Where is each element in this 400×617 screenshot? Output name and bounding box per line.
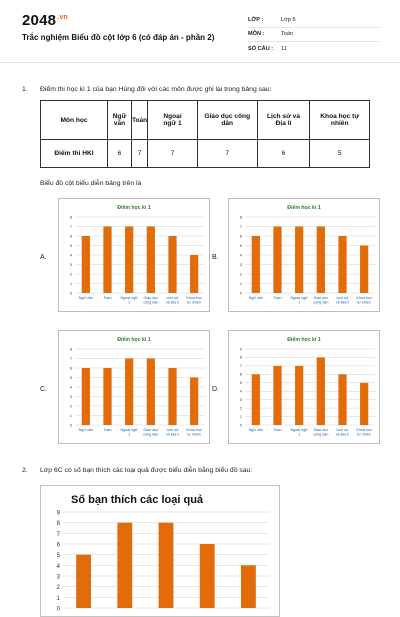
x-tick-label: và Địa lí <box>165 432 180 437</box>
question-text: Điểm thi học kì 1 của bạn Hùng đối với các môn được ghi lại trong bảng sau: <box>40 86 272 93</box>
y-tick-label: 7 <box>69 356 72 361</box>
table-cell: 5 <box>310 140 370 168</box>
option-a-chart[interactable] <box>58 198 210 312</box>
bar <box>338 236 346 293</box>
bar <box>82 368 90 425</box>
x-tick-label: Khoa học <box>356 428 372 432</box>
option-label-a[interactable]: A. <box>40 254 47 261</box>
x-tick-label: Ngoại ngữ <box>290 296 308 300</box>
y-tick-label: 5 <box>69 243 72 248</box>
x-tick-label: Lịch sử <box>166 428 179 432</box>
y-tick-label: 7 <box>239 224 242 229</box>
table-cell: 7 <box>131 140 147 168</box>
meta-label: LỚP : <box>248 16 264 23</box>
option-c-chart-svg <box>59 331 209 443</box>
document-header <box>0 0 400 63</box>
y-tick-label: 3 <box>69 262 72 267</box>
bar <box>338 374 346 425</box>
table-header-row <box>41 101 370 140</box>
question-number: 2. <box>22 467 28 474</box>
bar <box>252 374 260 425</box>
y-tick-label: 1 <box>239 414 242 419</box>
meta-value: Lớp 6 <box>281 16 296 23</box>
y-tick-label: 0 <box>69 291 72 296</box>
y-tick-label: 2 <box>56 585 60 592</box>
table-header-cell: Toán <box>131 101 147 140</box>
x-tick-label: Toán <box>273 296 282 300</box>
chart-title: Điểm học kì 1 <box>287 205 321 211</box>
bar <box>82 236 90 293</box>
y-tick-label: 5 <box>239 381 242 386</box>
bar <box>317 357 325 425</box>
x-tick-label: 1 <box>128 300 131 305</box>
option-label-b[interactable]: B. <box>212 254 219 261</box>
y-tick-label: 6 <box>56 542 60 549</box>
x-tick-label: Khoa học <box>186 296 202 300</box>
table-cell: 7 <box>148 140 198 168</box>
y-tick-label: 4 <box>239 389 242 394</box>
table-row-label: Điểm thi HKI <box>41 140 108 168</box>
y-tick-label: 4 <box>239 253 242 258</box>
option-d-chart-svg <box>229 331 379 443</box>
y-tick-label: 6 <box>69 366 72 371</box>
x-tick-label: 1 <box>128 432 131 437</box>
meta-label: SỐ CÂU : <box>248 45 274 52</box>
y-tick-label: 3 <box>69 394 72 399</box>
y-tick-label: 2 <box>69 404 72 409</box>
y-tick-label: 7 <box>239 364 242 369</box>
x-tick-label: tự nhiên <box>357 432 371 437</box>
y-tick-label: 0 <box>69 423 72 428</box>
x-tick-label: tự nhiên <box>357 300 371 305</box>
y-tick-label: 4 <box>69 253 72 258</box>
bar <box>241 565 256 608</box>
y-tick-label: 4 <box>56 563 60 570</box>
y-tick-label: 5 <box>56 553 60 560</box>
y-tick-label: 7 <box>69 224 72 229</box>
table-cell: 6 <box>108 140 132 168</box>
bar <box>168 236 176 293</box>
x-tick-label: 1 <box>298 432 301 437</box>
y-tick-label: 2 <box>239 406 242 411</box>
option-d-chart[interactable] <box>228 330 380 444</box>
table-header-cell: Ngoại ngữ 1 <box>148 101 198 140</box>
option-label-c[interactable]: C. <box>40 386 47 393</box>
x-tick-label: Ngoại ngữ <box>290 428 308 432</box>
bar <box>190 255 198 293</box>
x-tick-label: Giáo dục <box>313 296 329 300</box>
bar <box>147 359 155 426</box>
x-tick-label: tự nhiên <box>187 300 201 305</box>
meta-value: Toán <box>281 31 294 38</box>
question-number: 1. <box>22 86 28 93</box>
bar <box>125 359 133 426</box>
x-tick-label: Giáo dục <box>143 428 159 432</box>
y-tick-label: 4 <box>69 385 72 390</box>
table-cell: 6 <box>257 140 310 168</box>
option-c-chart[interactable] <box>58 330 210 444</box>
document-meta <box>248 13 380 56</box>
option-label-d[interactable]: D. <box>212 386 219 393</box>
x-tick-label: Toán <box>103 296 112 300</box>
bar <box>252 236 260 293</box>
table-header-cell: Lịch sử và Địa lí <box>257 101 310 140</box>
bar <box>360 383 368 425</box>
x-tick-label: Ngữ văn <box>78 296 93 300</box>
x-tick-label: Toán <box>103 428 112 432</box>
logo-suffix: .vn <box>57 14 68 21</box>
y-tick-label: 5 <box>239 243 242 248</box>
chart-title: Điểm học kì 1 <box>287 337 321 343</box>
y-tick-label: 0 <box>56 606 60 613</box>
x-tick-label: công dân <box>143 432 159 437</box>
y-tick-label: 8 <box>69 347 72 352</box>
x-tick-label: Ngoại ngữ <box>120 296 138 300</box>
y-tick-label: 6 <box>239 234 242 239</box>
fruit-chart-svg <box>41 486 279 616</box>
x-tick-label: Lịch sử <box>166 296 179 300</box>
logo-text: 2048 <box>22 12 57 29</box>
bar <box>295 227 303 294</box>
y-tick-label: 3 <box>239 262 242 267</box>
table-header-cell: Khoa học tự nhiên <box>310 101 370 140</box>
question-text: Lớp 6C có số bạn thích các loại quả được biểu diễn bằng biểu đồ sau: <box>40 467 253 474</box>
meta-row-subject <box>248 28 380 43</box>
option-b-chart[interactable] <box>228 198 380 312</box>
x-tick-label: Toán <box>273 428 282 432</box>
bar <box>76 555 91 608</box>
x-tick-label: công dân <box>313 300 329 305</box>
table-header-cell: Giáo dục công dân <box>197 101 257 140</box>
chart-title: Số bạn thích các loại quả <box>71 494 204 506</box>
y-tick-label: 1 <box>69 413 72 418</box>
meta-row-class <box>248 13 380 28</box>
bar <box>273 366 281 425</box>
y-tick-label: 1 <box>69 281 72 286</box>
x-tick-label: Ngữ văn <box>248 428 263 432</box>
table-corner: Môn học <box>41 101 108 140</box>
x-tick-label: công dân <box>143 300 159 305</box>
fruit-chart <box>40 485 280 617</box>
y-tick-label: 5 <box>69 375 72 380</box>
y-tick-label: 8 <box>239 215 242 220</box>
bar <box>103 227 111 294</box>
y-tick-label: 8 <box>239 355 242 360</box>
y-tick-label: 3 <box>56 574 60 581</box>
table-row <box>41 140 370 168</box>
x-tick-label: Khoa học <box>186 428 202 432</box>
y-tick-label: 1 <box>56 595 60 602</box>
bar <box>200 544 215 608</box>
site-logo[interactable] <box>22 12 68 29</box>
bar <box>190 378 198 426</box>
bar <box>125 227 133 294</box>
y-tick-label: 6 <box>239 372 242 377</box>
option-b-chart-svg <box>229 199 379 311</box>
bar <box>117 523 132 608</box>
bar <box>317 227 325 294</box>
y-tick-label: 7 <box>56 531 60 538</box>
y-tick-label: 2 <box>69 272 72 277</box>
x-tick-label: Ngữ văn <box>78 428 93 432</box>
y-tick-label: 9 <box>56 510 60 517</box>
y-tick-label: 8 <box>56 521 60 528</box>
table-cell: 7 <box>197 140 257 168</box>
meta-row-count <box>248 42 380 56</box>
bar <box>103 368 111 425</box>
bar <box>295 366 303 425</box>
x-tick-label: Lịch sử <box>336 296 349 300</box>
meta-value: 11 <box>281 45 287 52</box>
grades-table <box>40 100 370 168</box>
bar <box>168 368 176 425</box>
x-tick-label: Ngoại ngữ <box>120 428 138 432</box>
y-tick-label: 8 <box>69 215 72 220</box>
x-tick-label: tự nhiên <box>187 432 201 437</box>
x-tick-label: Lịch sử <box>336 428 349 432</box>
document-title: Trắc nghiệm Biểu đồ cột lớp 6 (có đáp án - phần 2) <box>22 33 215 42</box>
x-tick-label: và Địa lí <box>165 300 180 305</box>
y-tick-label: 9 <box>239 347 242 352</box>
bar <box>273 227 281 294</box>
bar <box>159 523 174 608</box>
y-tick-label: 0 <box>239 423 242 428</box>
y-tick-label: 6 <box>69 234 72 239</box>
chart-title: Điểm học kì 1 <box>117 205 151 211</box>
x-tick-label: Khoa học <box>356 296 372 300</box>
bar <box>147 227 155 294</box>
x-tick-label: công dân <box>313 432 329 437</box>
y-tick-label: 1 <box>239 281 242 286</box>
x-tick-label: Giáo dục <box>143 296 159 300</box>
x-tick-label: 1 <box>298 300 301 305</box>
x-tick-label: và Địa lí <box>335 300 350 305</box>
chart-title: Điểm học kì 1 <box>117 337 151 343</box>
bar <box>360 246 368 294</box>
y-tick-label: 3 <box>239 397 242 402</box>
x-tick-label: Ngữ văn <box>248 296 263 300</box>
question-prompt: Biểu đồ cột biểu diễn bảng trên là <box>40 180 142 187</box>
y-tick-label: 2 <box>239 272 242 277</box>
y-tick-label: 0 <box>239 291 242 296</box>
table-header-cell: Ngữ văn <box>108 101 132 140</box>
x-tick-label: và Địa lí <box>335 432 350 437</box>
meta-label: MÔN : <box>248 31 265 38</box>
option-a-chart-svg <box>59 199 209 311</box>
x-tick-label: Giáo dục <box>313 428 329 432</box>
